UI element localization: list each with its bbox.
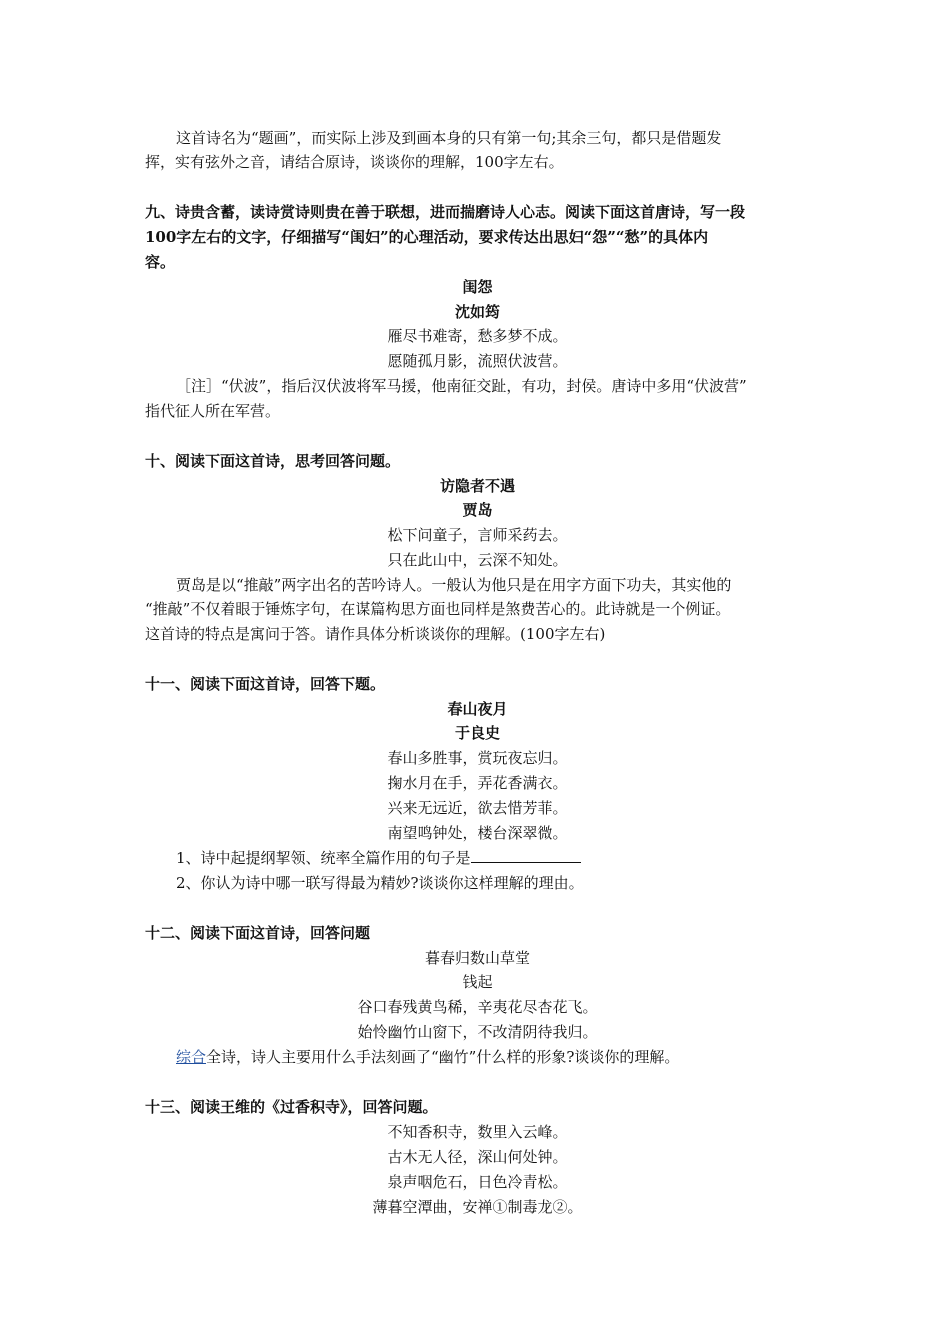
q11-heading: 十一、阅读下面这首诗，回答下题。 <box>145 675 386 693</box>
q13-verse-3: 泉声咽危石，日色冷青松。 <box>387 1173 568 1191</box>
q10-verse-1: 松下问童子，言师采药去。 <box>387 526 568 544</box>
comprehensive-link[interactable]: 综合 <box>176 1048 207 1066</box>
q12-heading: 十二、阅读下面这首诗，回答问题 <box>145 924 371 942</box>
q12-poem-author: 钱起 <box>462 973 493 991</box>
q12-question-text: 全诗，诗人主要用什么手法刻画了“幽竹”什么样的形象?谈谈你的理解。 <box>206 1048 680 1066</box>
intro-line-2: 挥，实有弦外之音，请结合原诗，谈谈你的理解，100字左右。 <box>145 153 564 171</box>
q11-item-1-text: 1、诗中起提纲挈领、统率全篇作用的句子是 <box>176 849 471 867</box>
q10-poem-title: 访隐者不遇 <box>439 477 515 495</box>
q10-text-line-3: 这首诗的特点是寓问于答。请作具体分析谈谈你的理解。(100字左右) <box>145 625 606 643</box>
q11-verse-1: 春山多胜事，赏玩夜忘归。 <box>387 749 568 767</box>
q9-note-line-2: 指代征人所在军营。 <box>145 402 281 420</box>
q10-text-line-2: “推敲”不仅着眼于锤炼字句，在谋篇构思方面也同样是煞费苦心的。此诗就是一个例证。 <box>145 600 731 618</box>
q9-heading-line-3: 容。 <box>145 253 176 271</box>
q12-verse-2: 始怜幽竹山窗下，不改清阴待我归。 <box>357 1023 598 1041</box>
q9-poem-author: 沈如筠 <box>454 303 500 321</box>
q11-verse-2: 掬水月在手，弄花香满衣。 <box>387 774 568 792</box>
answer-blank[interactable] <box>471 846 581 863</box>
q11-verse-4: 南望鸣钟处，楼台深翠微。 <box>387 824 568 842</box>
q11-item-2: 2、你认为诗中哪一联写得最为精妙?谈谈你这样理解的理由。 <box>176 874 584 892</box>
q9-verse-1: 雁尽书难寄，愁多梦不成。 <box>387 327 568 345</box>
q9-note-line-1: ［注］“伏波”，指后汉伏波将军马援，他南征交趾，有功，封侯。唐诗中多用“伏波营” <box>176 377 747 395</box>
intro-line-1: 这首诗名为“题画”，而实际上涉及到画本身的只有第一句;其余三句，都只是借题发 <box>176 129 722 147</box>
q13-verse-4: 薄暮空潭曲，安禅①制毒龙②。 <box>372 1198 583 1216</box>
q9-heading-line-2: 100字左右的文字，仔细描写“闺妇”的心理活动，要求传达出思妇“怨”“愁”的具体内 <box>145 228 709 246</box>
q12-poem-title: 暮春归数山草堂 <box>424 949 530 967</box>
q9-verse-2: 愿随孤月影，流照伏波营。 <box>387 352 568 370</box>
q9-poem-title: 闺怨 <box>462 278 493 296</box>
q12-question <box>176 1045 679 1069</box>
q13-heading: 十三、阅读王维的《过香积寺》，回答问题。 <box>145 1098 438 1116</box>
q10-poem-author: 贾岛 <box>462 501 493 519</box>
q11-verse-3: 兴来无远近，欲去惜芳菲。 <box>387 799 568 817</box>
q10-text-line-1: 贾岛是以“推敲”两字出名的苦吟诗人。一般认为他只是在用字方面下功夫，其实他的 <box>176 576 732 594</box>
q10-verse-2: 只在此山中，云深不知处。 <box>387 551 568 569</box>
q13-verse-2: 古木无人径，深山何处钟。 <box>387 1148 568 1166</box>
q11-poem-author: 于良史 <box>454 724 500 742</box>
q12-verse-1: 谷口春残黄鸟稀，辛夷花尽杏花飞。 <box>357 998 598 1016</box>
q13-verse-1: 不知香积寺，数里入云峰。 <box>387 1123 568 1141</box>
q10-heading: 十、阅读下面这首诗，思考回答问题。 <box>145 452 401 470</box>
q11-item-1 <box>176 846 581 870</box>
q9-heading-line-1: 九、诗贵含蓄，读诗赏诗则贵在善于联想，进而揣磨诗人心志。阅读下面这首唐诗，写一段 <box>145 203 746 221</box>
q11-poem-title: 春山夜月 <box>447 700 508 718</box>
